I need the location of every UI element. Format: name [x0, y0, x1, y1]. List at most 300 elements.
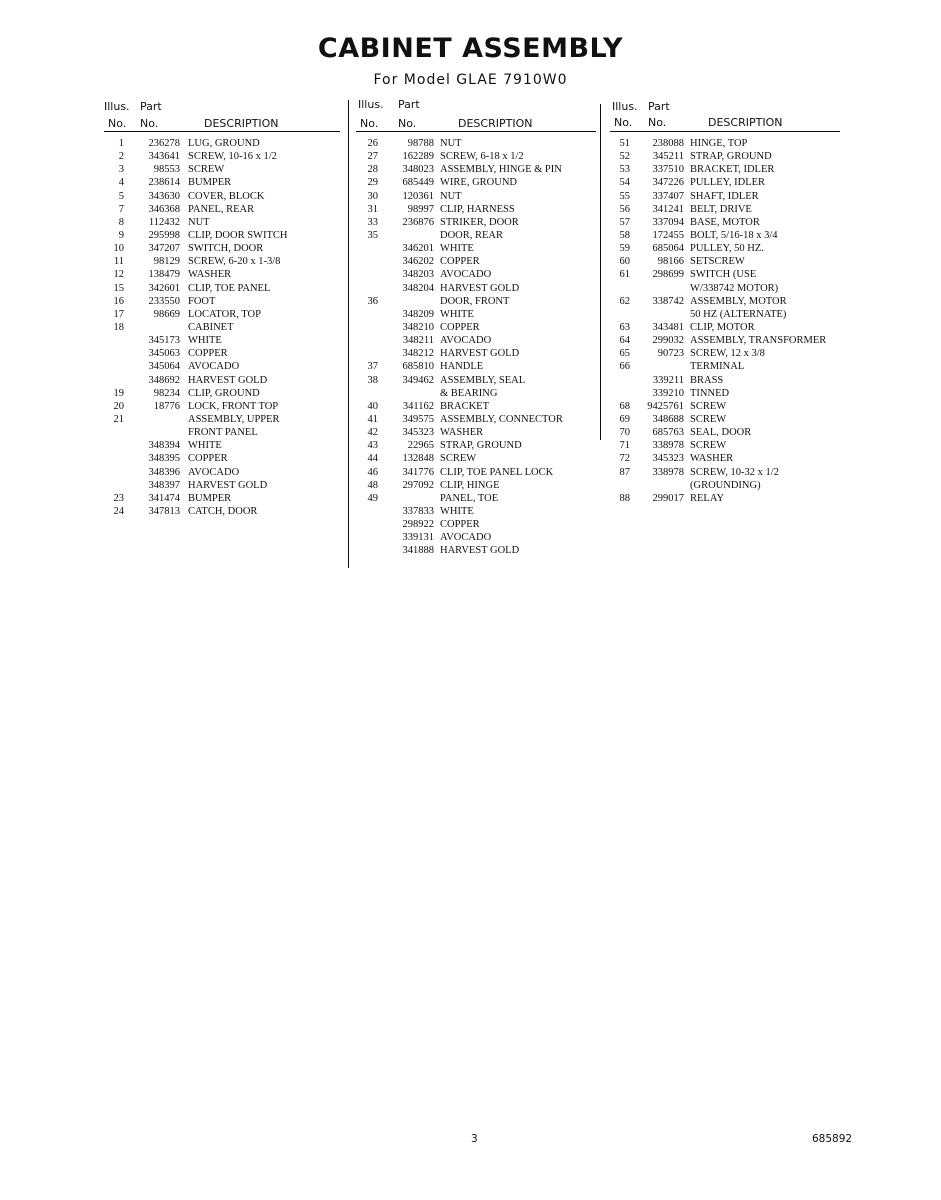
- table-row: [104, 295, 340, 308]
- table-row: [356, 466, 596, 479]
- part-number: 348210: [402, 321, 434, 333]
- illus-number: 64: [619, 335, 630, 347]
- model-subtitle: For Model GLAE 7910W0: [373, 72, 568, 88]
- part-description: BUMPER: [188, 177, 232, 189]
- table-row: [104, 347, 340, 360]
- illus-number: 54: [619, 177, 630, 189]
- part-number: 341888: [402, 545, 434, 557]
- table-row: [356, 452, 596, 465]
- illus-number: 38: [367, 374, 378, 386]
- table-row: [356, 544, 596, 557]
- part-number: 337094: [652, 216, 684, 228]
- table-row: [610, 190, 840, 203]
- illus-header-top: Illus.: [612, 100, 638, 113]
- part-number: 337407: [652, 190, 684, 202]
- illus-number: 71: [619, 440, 630, 452]
- part-description: WHITE: [188, 440, 222, 452]
- table-row: [610, 426, 840, 439]
- part-number: 98234: [153, 387, 180, 399]
- table-row: [104, 466, 340, 479]
- part-description: SCREW, 10-32 x 1/2: [690, 466, 779, 478]
- table-row: [610, 374, 840, 387]
- part-number: 90723: [657, 348, 684, 360]
- table-row: [356, 426, 596, 439]
- part-description: DOOR, FRONT: [440, 295, 510, 307]
- part-number: 295998: [148, 229, 180, 241]
- part-description: AVOCADO: [440, 532, 492, 544]
- illus-number: 48: [367, 479, 378, 491]
- part-number: 685064: [652, 243, 684, 255]
- part-description: SETSCREW: [690, 256, 745, 268]
- illus-number: 8: [118, 216, 124, 228]
- part-description: AVOCADO: [188, 361, 240, 373]
- part-description: WASHER: [690, 453, 734, 465]
- table-row: [356, 321, 596, 334]
- table-row: [610, 242, 840, 255]
- part-description: PANEL, REAR: [188, 203, 255, 215]
- illus-number: 59: [619, 243, 630, 255]
- part-description: NUT: [188, 216, 210, 228]
- part-description: SCREW: [440, 453, 477, 465]
- illus-number: 70: [619, 427, 630, 439]
- part-description: WASHER: [188, 269, 232, 281]
- part-description: ASSEMBLY, HINGE & PIN: [440, 164, 562, 176]
- illus-number: 18: [113, 321, 124, 333]
- parts-rows: [104, 137, 340, 518]
- illus-number: 29: [367, 177, 378, 189]
- part-header-bottom: No.: [648, 116, 667, 129]
- part-description: CLIP, TOE PANEL LOCK: [440, 466, 554, 478]
- illus-number: 26: [367, 138, 378, 149]
- illus-number: 58: [619, 229, 630, 241]
- part-number: 341474: [148, 492, 180, 504]
- table-row: [610, 163, 840, 176]
- illus-number: 57: [619, 216, 630, 228]
- table-row: [104, 242, 340, 255]
- table-row: [610, 439, 840, 452]
- part-number: 337510: [652, 164, 684, 176]
- part-description: ASSEMBLY, TRANSFORMER: [690, 335, 827, 347]
- table-row: [104, 400, 340, 413]
- part-number: 348394: [148, 440, 180, 452]
- table-row: [104, 387, 340, 400]
- illus-number: 62: [619, 295, 630, 307]
- table-row: [104, 479, 340, 492]
- part-number: 345211: [652, 151, 684, 163]
- part-description: DOOR, REAR: [440, 229, 504, 241]
- part-description: TINNED: [690, 387, 730, 399]
- part-number: 132848: [402, 453, 434, 465]
- table-row: [356, 176, 596, 189]
- table-row: [104, 334, 340, 347]
- illus-number: 11: [113, 256, 124, 268]
- part-description: CATCH, DOOR: [188, 505, 258, 517]
- table-row: [610, 203, 840, 216]
- part-number: 238614: [148, 177, 180, 189]
- part-description: STRAP, GROUND: [440, 440, 522, 452]
- illus-header-bottom: No.: [360, 117, 379, 130]
- part-description: SWITCH (USE: [690, 269, 757, 281]
- parts-rows: [356, 137, 596, 558]
- table-row: [104, 229, 340, 242]
- table-row: [610, 295, 840, 308]
- part-number: 348688: [652, 413, 684, 425]
- illus-number: 7: [118, 203, 124, 215]
- part-number: 339211: [652, 374, 684, 386]
- illus-header-top: Illus.: [358, 98, 384, 111]
- part-description: TERMINAL: [690, 361, 745, 373]
- illus-number: 37: [367, 361, 378, 373]
- illus-number: 3: [118, 164, 124, 176]
- part-number: 9425761: [647, 400, 684, 412]
- table-row: [356, 229, 596, 242]
- part-number: 345323: [402, 427, 434, 439]
- table-row: [356, 308, 596, 321]
- description-header: DESCRIPTION: [458, 117, 533, 130]
- table-row: [104, 216, 340, 229]
- illus-number: 63: [619, 321, 630, 333]
- part-description: FRONT PANEL: [188, 427, 258, 439]
- column-divider-2: [600, 104, 601, 440]
- table-row: [104, 282, 340, 295]
- part-description: LUG, GROUND: [188, 138, 260, 149]
- illus-number: 68: [619, 400, 630, 412]
- part-description: LOCK, FRONT TOP: [188, 400, 279, 412]
- part-number: 349575: [402, 413, 434, 425]
- illus-number: 56: [619, 203, 630, 215]
- table-row: [356, 374, 596, 387]
- illus-number: 27: [367, 151, 378, 163]
- table-row: [610, 268, 840, 281]
- part-description: BRACKET: [440, 400, 490, 412]
- part-description: COPPER: [188, 453, 228, 465]
- table-row: [104, 492, 340, 505]
- illus-header-bottom: No.: [614, 116, 633, 129]
- part-description: COPPER: [440, 256, 480, 268]
- illus-number: 28: [367, 164, 378, 176]
- illus-number: 5: [118, 190, 124, 202]
- part-number: 343630: [148, 190, 180, 202]
- table-row: [610, 492, 840, 505]
- part-number: 337833: [402, 505, 434, 517]
- part-description: CLIP, TOE PANEL: [188, 282, 271, 294]
- description-header: DESCRIPTION: [708, 116, 783, 129]
- part-description: AVOCADO: [440, 335, 492, 347]
- part-description: CLIP, HARNESS: [440, 203, 515, 215]
- part-number: 18776: [153, 400, 180, 412]
- part-header-top: Part: [398, 98, 420, 111]
- table-row: [610, 321, 840, 334]
- part-number: 345173: [148, 335, 180, 347]
- table-row: [104, 176, 340, 189]
- part-number: 345323: [652, 453, 684, 465]
- illus-number: 69: [619, 413, 630, 425]
- part-number: 138479: [148, 269, 180, 281]
- part-number: 236278: [148, 138, 180, 149]
- part-description: SHAFT, IDLER: [690, 190, 759, 202]
- part-number: 299017: [652, 492, 684, 504]
- part-description: AVOCADO: [440, 269, 492, 281]
- table-row: [356, 190, 596, 203]
- part-description: STRIKER, DOOR: [440, 216, 519, 228]
- part-description: WHITE: [440, 243, 474, 255]
- illus-number: 88: [619, 492, 630, 504]
- part-header-bottom: No.: [398, 117, 417, 130]
- table-row: [610, 466, 840, 479]
- part-description: COPPER: [440, 321, 480, 333]
- part-description: SWITCH, DOOR: [188, 243, 264, 255]
- table-row: [104, 321, 340, 334]
- table-row: [356, 216, 596, 229]
- part-number: 348396: [148, 466, 180, 478]
- table-row: [356, 150, 596, 163]
- part-description: AVOCADO: [188, 466, 240, 478]
- table-row: [356, 413, 596, 426]
- illus-number: 12: [113, 269, 124, 281]
- part-number: 120361: [402, 190, 434, 202]
- part-number: 346202: [402, 256, 434, 268]
- table-row: [610, 282, 840, 295]
- part-number: 349462: [402, 374, 434, 386]
- table-row: [104, 413, 340, 426]
- illus-number: 2: [118, 151, 124, 163]
- part-number: 112432: [148, 216, 180, 228]
- part-description: & BEARING: [440, 387, 498, 399]
- table-row: [610, 400, 840, 413]
- illus-number: 31: [367, 203, 378, 215]
- illus-number: 23: [113, 492, 124, 504]
- illus-number: 24: [113, 505, 124, 517]
- description-header: DESCRIPTION: [204, 117, 279, 130]
- part-description: HARVEST GOLD: [188, 479, 268, 491]
- table-row: [610, 150, 840, 163]
- part-number: 348212: [402, 348, 434, 360]
- part-description: BOLT, 5/16-18 x 3/4: [690, 229, 778, 241]
- part-description: NUT: [440, 190, 462, 202]
- part-number: 347813: [148, 505, 180, 517]
- header-rule: [356, 131, 596, 132]
- table-row: [356, 492, 596, 505]
- part-description: BASE, MOTOR: [690, 216, 760, 228]
- table-row: [356, 163, 596, 176]
- illus-number: 66: [619, 361, 630, 373]
- part-number: 162289: [402, 151, 434, 163]
- document-number: 685892: [812, 1133, 853, 1145]
- table-row: [356, 268, 596, 281]
- table-row: [356, 479, 596, 492]
- part-description: LOCATOR, TOP: [188, 308, 261, 320]
- part-description: PULLEY, IDLER: [690, 177, 766, 189]
- part-description: SCREW: [188, 164, 225, 176]
- part-description: WASHER: [440, 427, 484, 439]
- column-header: [104, 98, 340, 132]
- part-number: 98669: [153, 308, 180, 320]
- table-row: [356, 518, 596, 531]
- part-description: SCREW, 6-18 x 1/2: [440, 151, 524, 163]
- part-description: BUMPER: [188, 492, 232, 504]
- part-number: 338978: [652, 466, 684, 478]
- part-description: (GROUNDING): [690, 479, 761, 491]
- illus-number: 9: [118, 229, 124, 241]
- part-header-top: Part: [648, 100, 670, 113]
- part-description: CABINET: [188, 321, 234, 333]
- part-description: COVER, BLOCK: [188, 190, 265, 202]
- part-number: 341162: [402, 400, 434, 412]
- table-row: [104, 190, 340, 203]
- part-number: 685763: [652, 427, 684, 439]
- parts-column-2: [356, 98, 596, 557]
- illus-number: 52: [619, 151, 630, 163]
- illus-number: 51: [619, 138, 630, 149]
- part-number: 345063: [148, 348, 180, 360]
- illus-header-bottom: No.: [108, 117, 127, 130]
- part-description: CLIP, GROUND: [188, 387, 260, 399]
- illus-number: 16: [113, 295, 124, 307]
- part-description: 50 HZ (ALTERNATE): [690, 308, 787, 320]
- table-row: [610, 229, 840, 242]
- part-description: WHITE: [440, 505, 474, 517]
- part-number: 685810: [402, 361, 434, 373]
- parts-column-1: [104, 98, 340, 517]
- part-number: 338978: [652, 440, 684, 452]
- part-description: SCREW: [690, 413, 727, 425]
- part-description: STRAP, GROUND: [690, 151, 772, 163]
- table-row: [610, 452, 840, 465]
- table-row: [356, 387, 596, 400]
- illus-number: 10: [113, 243, 124, 255]
- part-number: 342601: [148, 282, 180, 294]
- table-row: [610, 479, 840, 492]
- part-description: SCREW, 10-16 x 1/2: [188, 151, 277, 163]
- part-description: SCREW, 6-20 x 1-3/8: [188, 256, 281, 268]
- part-description: WIRE, GROUND: [440, 177, 517, 189]
- table-row: [356, 242, 596, 255]
- header-rule: [610, 131, 840, 132]
- part-number: 236876: [402, 216, 434, 228]
- table-row: [104, 268, 340, 281]
- table-row: [610, 137, 840, 150]
- illus-number: 49: [367, 492, 378, 504]
- part-number: 341241: [652, 203, 684, 215]
- table-row: [610, 216, 840, 229]
- table-row: [104, 137, 340, 150]
- table-row: [610, 308, 840, 321]
- part-description: SCREW: [690, 440, 727, 452]
- part-description: ASSEMBLY, SEAL: [440, 374, 526, 386]
- table-row: [104, 255, 340, 268]
- part-number: 348209: [402, 308, 434, 320]
- part-number: 685449: [402, 177, 434, 189]
- illus-number: 53: [619, 164, 630, 176]
- illus-number: 36: [367, 295, 378, 307]
- table-row: [356, 203, 596, 216]
- part-number: 346201: [402, 243, 434, 255]
- table-row: [356, 400, 596, 413]
- part-description: W/338742 MOTOR): [690, 282, 779, 294]
- part-number: 343481: [652, 321, 684, 333]
- table-row: [610, 255, 840, 268]
- part-description: COPPER: [188, 348, 228, 360]
- part-description: SEAL, DOOR: [690, 427, 752, 439]
- part-description: HARVEST GOLD: [440, 545, 520, 557]
- part-description: CLIP, DOOR SWITCH: [188, 229, 288, 241]
- illus-number: 61: [619, 269, 630, 281]
- part-description: HARVEST GOLD: [440, 282, 520, 294]
- part-number: 339210: [652, 387, 684, 399]
- part-description: CLIP, MOTOR: [690, 321, 755, 333]
- part-description: HARVEST GOLD: [188, 374, 268, 386]
- table-row: [104, 360, 340, 373]
- part-description: PANEL, TOE: [440, 492, 499, 504]
- illus-number: 41: [367, 413, 378, 425]
- part-description: SCREW, 12 x 3/8: [690, 348, 765, 360]
- part-number: 348203: [402, 269, 434, 281]
- part-description: ASSEMBLY, UPPER: [188, 413, 280, 425]
- table-row: [610, 360, 840, 373]
- table-row: [610, 387, 840, 400]
- table-row: [356, 334, 596, 347]
- part-number: 98166: [657, 256, 684, 268]
- table-row: [356, 255, 596, 268]
- table-row: [104, 374, 340, 387]
- illus-number: 21: [113, 413, 124, 425]
- part-number: 233550: [148, 295, 180, 307]
- part-number: 348211: [402, 335, 434, 347]
- illus-number: 1: [118, 138, 124, 149]
- part-description: ASSEMBLY, MOTOR: [690, 295, 787, 307]
- illus-header-top: Illus.: [104, 100, 130, 113]
- table-row: [104, 505, 340, 518]
- illus-number: 35: [367, 229, 378, 241]
- part-number: 348395: [148, 453, 180, 465]
- part-number: 98788: [407, 138, 434, 149]
- parts-rows: [610, 137, 840, 505]
- illus-number: 20: [113, 400, 124, 412]
- illus-number: 17: [113, 308, 124, 320]
- illus-number: 33: [367, 216, 378, 228]
- table-row: [610, 413, 840, 426]
- column-divider-1: [348, 100, 349, 568]
- part-description: BRASS: [690, 374, 724, 386]
- illus-number: 19: [113, 387, 124, 399]
- part-description: FOOT: [188, 295, 216, 307]
- header-rule: [104, 131, 340, 132]
- part-header-bottom: No.: [140, 117, 159, 130]
- part-description: ASSEMBLY, CONNECTOR: [440, 413, 563, 425]
- part-number: 98997: [407, 203, 434, 215]
- table-row: [104, 203, 340, 216]
- part-description: BRACKET, IDLER: [690, 164, 775, 176]
- table-row: [610, 347, 840, 360]
- part-number: 98129: [153, 256, 180, 268]
- column-header: [610, 98, 840, 132]
- part-header-top: Part: [140, 100, 162, 113]
- illus-number: 15: [113, 282, 124, 294]
- part-number: 299032: [652, 335, 684, 347]
- illus-number: 43: [367, 440, 378, 452]
- part-description: NUT: [440, 138, 462, 149]
- illus-number: 46: [367, 466, 378, 478]
- part-number: 338742: [652, 295, 684, 307]
- parts-column-3: [610, 98, 840, 504]
- table-row: [104, 426, 340, 439]
- part-number: 346368: [148, 203, 180, 215]
- part-description: CLIP, HINGE: [440, 479, 500, 491]
- part-number: 298922: [402, 519, 434, 531]
- part-description: RELAY: [690, 492, 725, 504]
- illus-number: 4: [118, 177, 124, 189]
- table-row: [356, 439, 596, 452]
